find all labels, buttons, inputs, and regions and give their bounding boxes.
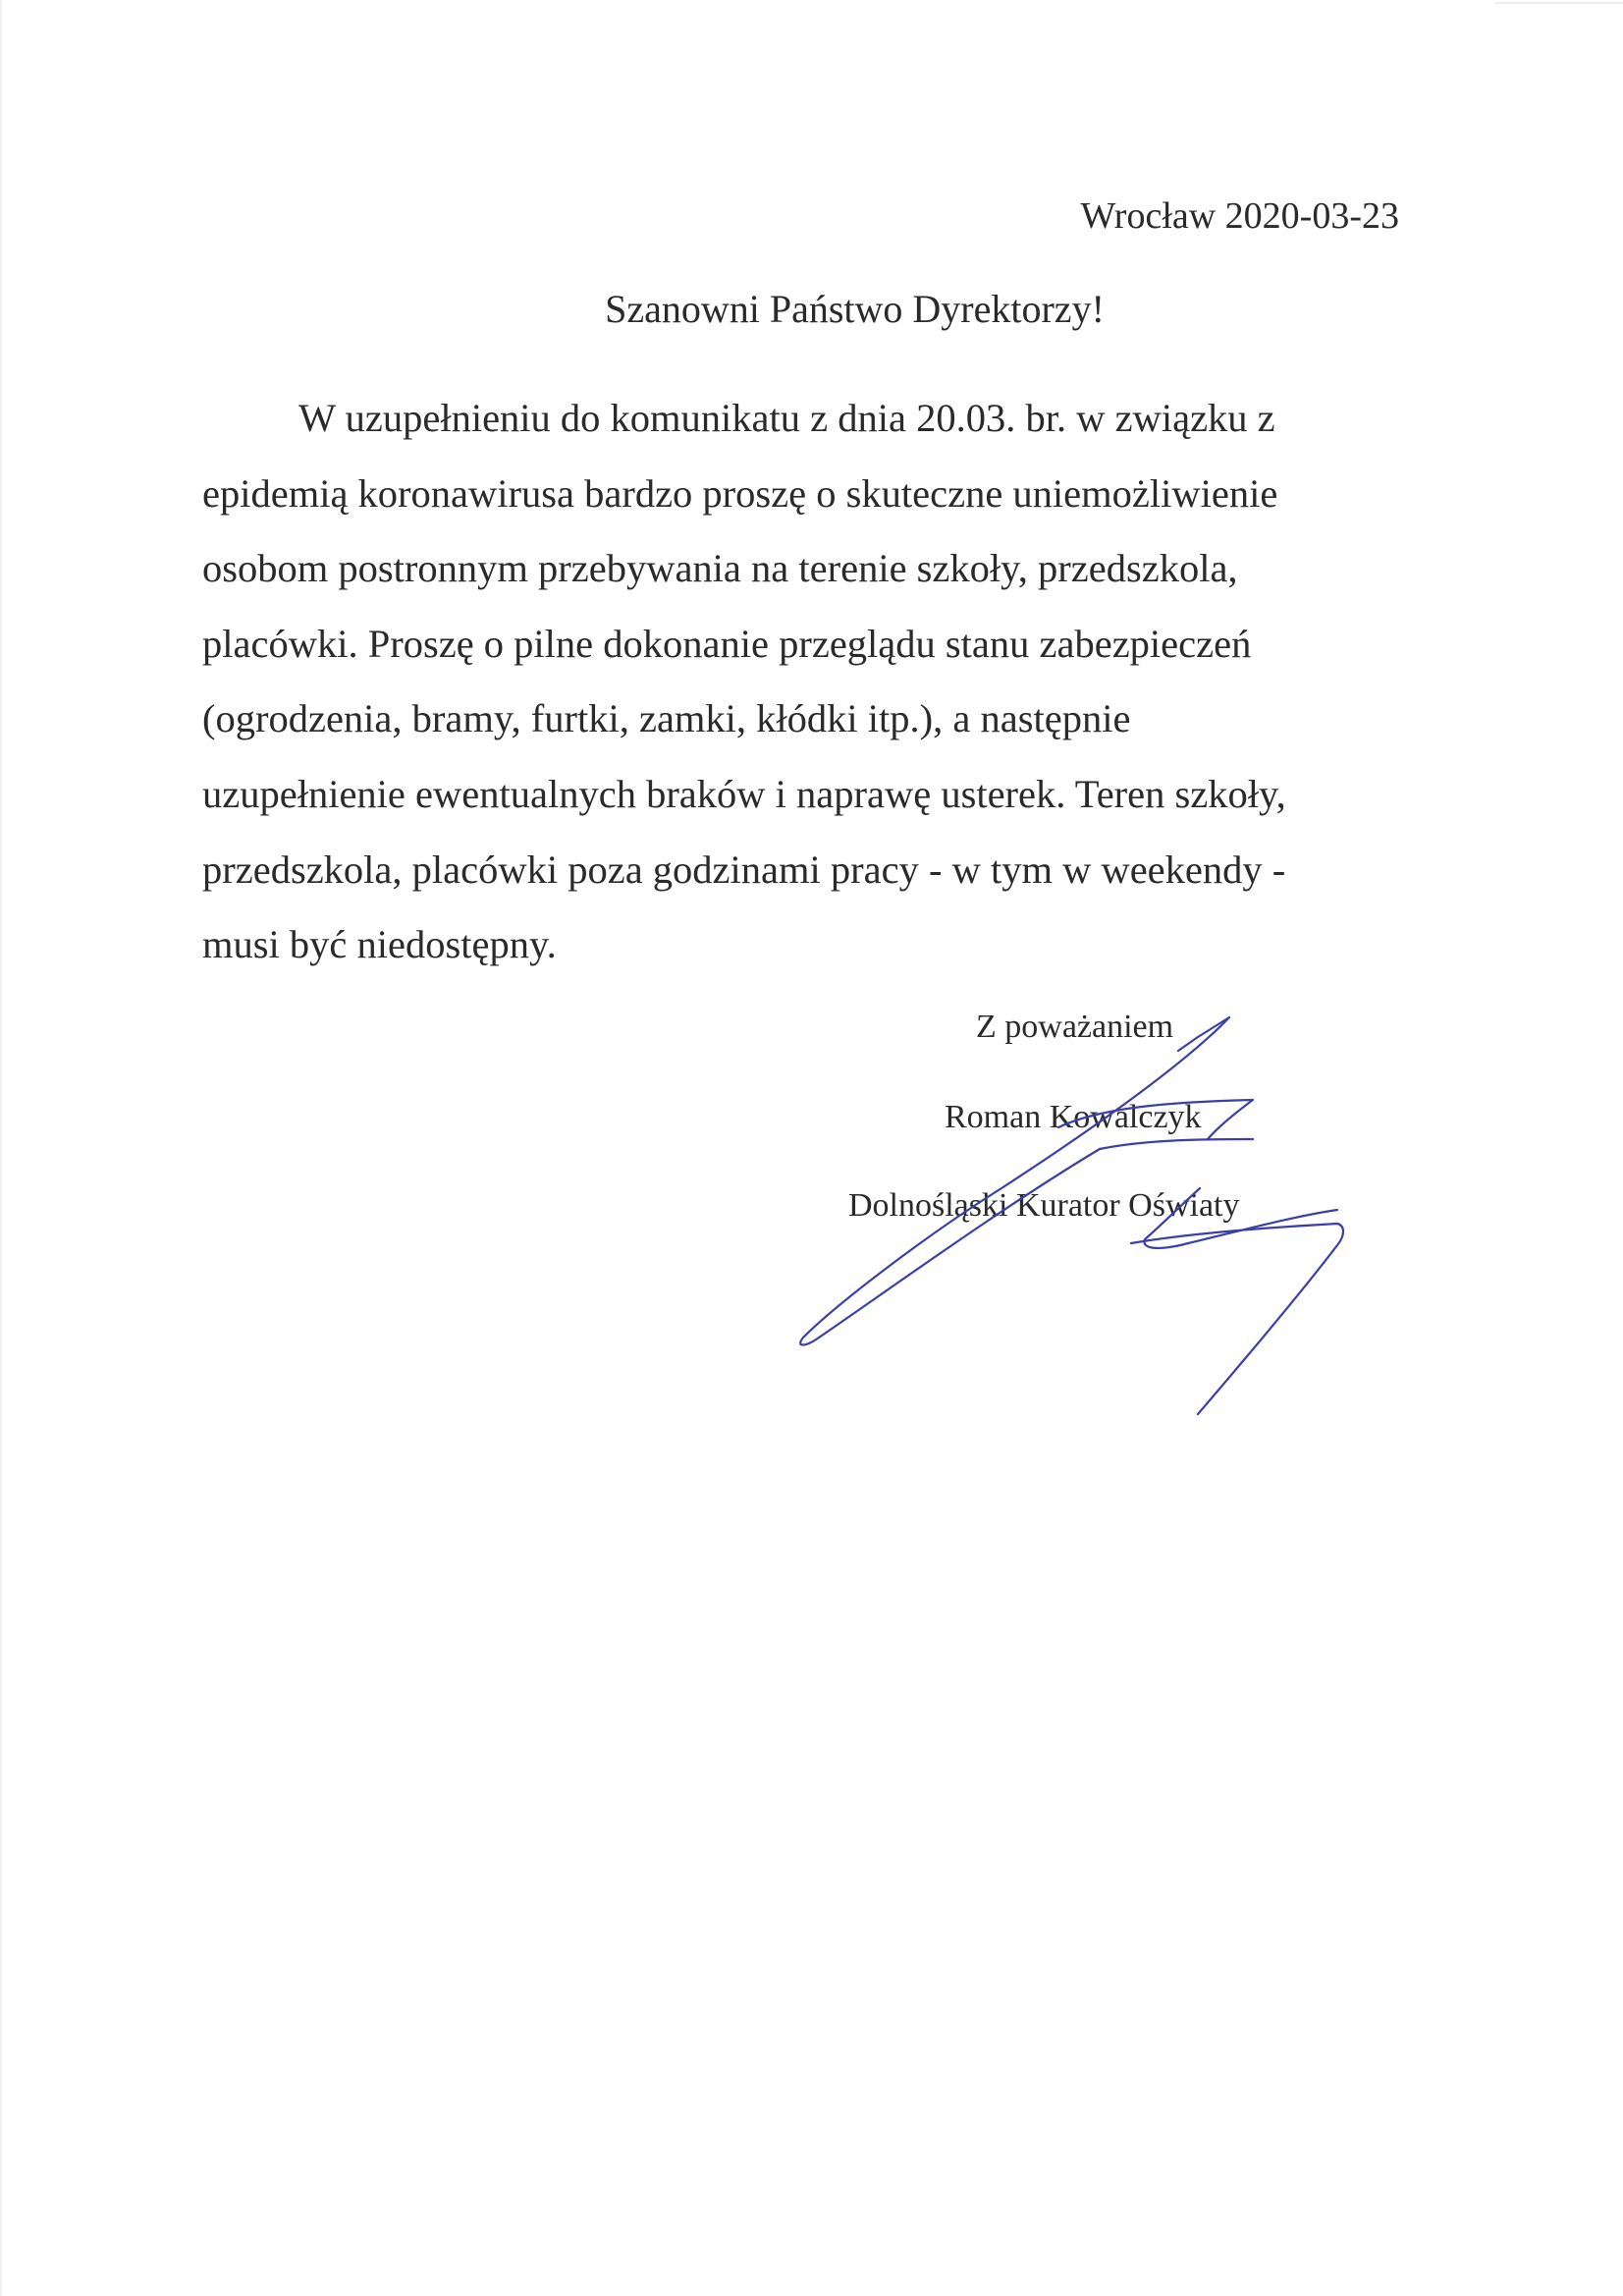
body-line: uzupełnienie ewentualnych braków i naprawę usterek. Teren szkoły, [202,771,1286,816]
body-line: przedszkola, placówki poza godzinami pracy - w tym w weekendy - [202,847,1286,892]
scan-edge-top [1495,2,1623,4]
body-line: musi być niedostępny. [202,922,557,967]
body-line: osobom postronnym przebywania na terenie szkoły, przedszkola, [202,546,1238,591]
handwritten-signature [776,992,1365,1434]
date-line: Wrocław 2020-03-23 [1080,195,1399,237]
letter-body [202,381,1286,983]
body-line: (ogrodzenia, bramy, furtki, zamki, kłódki itp.), a następnie [202,696,1131,741]
scan-edge-left [0,0,2,2296]
signer-title: Dolnośląski Kurator Oświaty [848,1187,1240,1224]
signer-name: Roman Kowalczyk [945,1099,1202,1135]
closing-phrase: Z poważaniem [976,1009,1174,1045]
salutation: Szanowni Państwo Dyrektorzy! [605,287,1105,331]
body-line: W uzupełnieniu do komunikatu z dnia 20.03. br. w związku z [298,396,1275,440]
body-line: epidemią koronawirusa bardzo proszę o skuteczne uniemożliwienie [202,470,1278,516]
body-line: placówki. Proszę o pilne dokonanie przeglądu stanu zabezpieczeń [202,621,1252,666]
